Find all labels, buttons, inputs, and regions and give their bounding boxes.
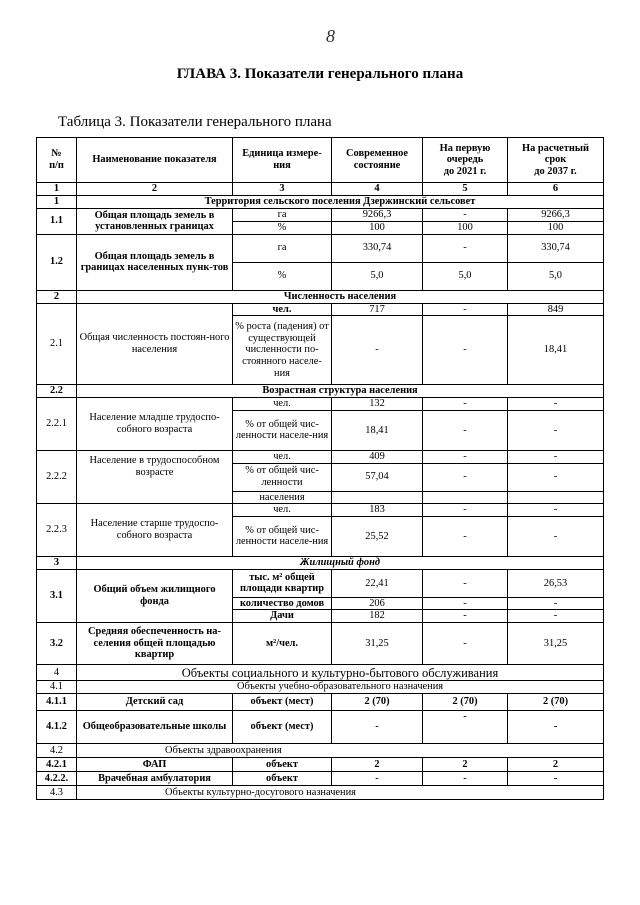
table-row [37, 758, 604, 772]
value-cell: 5,0 [332, 262, 423, 290]
value-cell: 57,04 [332, 463, 423, 491]
header-indicator-name: Наименование показателя [77, 138, 233, 183]
column-number: 6 [508, 183, 604, 196]
unit-cell: га [233, 234, 332, 262]
value-cell: 182 [332, 610, 423, 623]
value-cell: - [508, 398, 604, 411]
indicator-name: Общеобразовательные школы [77, 711, 233, 744]
value-cell [508, 491, 604, 504]
value-cell: 100 [508, 221, 604, 234]
section-title: Объекты социального и культурно-бытового обслуживания [77, 665, 604, 681]
section-number: 3 [37, 556, 77, 569]
unit-cell: количество домов [233, 597, 332, 610]
row-number: 2.1 [37, 303, 77, 385]
value-cell: - [508, 597, 604, 610]
indicator-name: Средняя обеспеченность на-селения общей площадью квартир [77, 623, 233, 665]
value-cell: 5,0 [508, 262, 604, 290]
section-title: Объекты культурно-досугового назначения [77, 786, 604, 800]
value-cell: - [423, 623, 508, 665]
unit-cell: % [233, 221, 332, 234]
value-cell: - [423, 504, 508, 517]
indicator-name: Общая площадь земель в установленных границах [77, 208, 233, 234]
value-cell: - [508, 610, 604, 623]
section-row [37, 744, 604, 758]
value-cell: 717 [332, 303, 423, 316]
table-row [37, 303, 604, 316]
unit-cell: чел. [233, 398, 332, 411]
header-unit: Единица измере- ния [233, 138, 332, 183]
value-cell: 849 [508, 303, 604, 316]
indicators-table [36, 137, 604, 800]
column-number: 2 [77, 183, 233, 196]
value-cell: 2 (70) [508, 694, 604, 711]
value-cell: 100 [332, 221, 423, 234]
value-cell: 330,74 [508, 234, 604, 262]
value-cell: 31,25 [332, 623, 423, 665]
column-number: 1 [37, 183, 77, 196]
value-cell: - [423, 410, 508, 450]
value-cell: - [508, 711, 604, 744]
value-cell: 100 [423, 221, 508, 234]
header-current-state: Современное состояние [332, 138, 423, 183]
value-cell: - [508, 504, 604, 517]
table-row [37, 711, 604, 744]
row-number: 1.1 [37, 208, 77, 234]
value-cell: 5,0 [423, 262, 508, 290]
value-cell: - [423, 597, 508, 610]
row-number: 4.1.2 [37, 711, 77, 744]
section-number: 4 [37, 665, 77, 681]
value-cell: - [423, 711, 508, 744]
section-title: Численность населения [77, 290, 604, 303]
unit-cell: объект (мест) [233, 711, 332, 744]
value-cell: 26,53 [508, 569, 604, 597]
value-cell: - [423, 303, 508, 316]
value-cell: 25,52 [332, 516, 423, 556]
value-cell: - [508, 463, 604, 491]
section-title: Объекты здравоохранения [77, 744, 604, 758]
header-first-stage: На первую очередь до 2021 г. [423, 138, 508, 183]
unit-cell: % от общей чис-ленности населе-ния [233, 410, 332, 450]
value-cell: - [423, 398, 508, 411]
section-title: Территория сельского поселения Дзержинский сельсовет [77, 195, 604, 208]
value-cell: - [423, 772, 508, 786]
section-number: 4.2 [37, 744, 77, 758]
table-header-row [37, 138, 604, 183]
table-caption: Таблица 3. Показатели генерального плана [58, 114, 332, 130]
unit-cell: чел. [233, 450, 332, 463]
value-cell: 9266,3 [508, 208, 604, 221]
value-cell: - [423, 316, 508, 385]
table-row [37, 450, 604, 463]
unit-cell: объект (мест) [233, 694, 332, 711]
value-cell: 18,41 [508, 316, 604, 385]
unit-cell: объект [233, 758, 332, 772]
value-cell: 2 [332, 758, 423, 772]
section-number: 2.2 [37, 385, 77, 398]
indicator-name: Врачебная амбулатория [77, 772, 233, 786]
value-cell: - [423, 610, 508, 623]
value-cell: 22,41 [332, 569, 423, 597]
section-row [37, 786, 604, 800]
indicator-name: Общая площадь земель в границах населенных пунк-тов [77, 234, 233, 290]
row-number: 2.2.2 [37, 450, 77, 503]
value-cell: 183 [332, 504, 423, 517]
value-cell [423, 491, 508, 504]
value-cell: - [423, 208, 508, 221]
value-cell: - [508, 516, 604, 556]
section-row [37, 681, 604, 694]
table-row [37, 694, 604, 711]
section-row [37, 385, 604, 398]
column-numbers-row [37, 183, 604, 196]
section-number: 4.3 [37, 786, 77, 800]
value-cell: - [508, 772, 604, 786]
unit-cell: объект [233, 772, 332, 786]
table-row [37, 569, 604, 597]
value-cell: - [332, 316, 423, 385]
value-cell: 206 [332, 597, 423, 610]
row-number: 3.1 [37, 569, 77, 622]
value-cell: - [332, 711, 423, 744]
section-number: 2 [37, 290, 77, 303]
table-row [37, 772, 604, 786]
row-number: 2.2.1 [37, 398, 77, 451]
section-number: 4.1 [37, 681, 77, 694]
value-cell: - [423, 463, 508, 491]
unit-cell: чел. [233, 504, 332, 517]
indicator-name: Население старше трудоспо-собного возраста [77, 504, 233, 557]
value-cell: 2 [423, 758, 508, 772]
unit-cell: тыс. м² общей площади квартир [233, 569, 332, 597]
table-row [37, 623, 604, 665]
header-estimated-term: На расчетный срок до 2037 г. [508, 138, 604, 183]
indicator-name: Население младше трудоспо-собного возраста [77, 398, 233, 451]
table-row [37, 398, 604, 411]
page-number: 8 [326, 26, 335, 46]
column-number: 3 [233, 183, 332, 196]
row-number: 4.1.1 [37, 694, 77, 711]
value-cell: - [423, 234, 508, 262]
value-cell: - [508, 410, 604, 450]
value-cell: - [423, 450, 508, 463]
section-row [37, 290, 604, 303]
unit-cell: чел. [233, 303, 332, 316]
value-cell: - [423, 516, 508, 556]
section-title: Возрастная структура населения [77, 385, 604, 398]
row-number: 2.2.3 [37, 504, 77, 557]
value-cell: 2 (70) [332, 694, 423, 711]
section-row [37, 665, 604, 681]
indicator-name: Общая численность постоян-ного населения [77, 303, 233, 385]
chapter-title: ГЛАВА 3. Показатели генерального плана [176, 66, 464, 82]
unit-cell: % роста (падения) от существующей численности по-стоянного населе-ния [233, 316, 332, 385]
row-number: 3.2 [37, 623, 77, 665]
unit-cell: Дачи [233, 610, 332, 623]
value-cell: 18,41 [332, 410, 423, 450]
unit-cell: % от общей чис-ленности [233, 463, 332, 491]
value-cell: 409 [332, 450, 423, 463]
value-cell: - [332, 772, 423, 786]
value-cell: 2 [508, 758, 604, 772]
value-cell: 31,25 [508, 623, 604, 665]
table-row [37, 504, 604, 517]
value-cell: 2 (70) [423, 694, 508, 711]
unit-cell: га [233, 208, 332, 221]
indicator-name: ФАП [77, 758, 233, 772]
column-number: 4 [332, 183, 423, 196]
value-cell: 9266,3 [332, 208, 423, 221]
unit-cell: % от общей чис-ленности населе-ния [233, 516, 332, 556]
value-cell: - [423, 569, 508, 597]
value-cell: 132 [332, 398, 423, 411]
section-row [37, 556, 604, 569]
column-number: 5 [423, 183, 508, 196]
section-title: Объекты учебно-образовательного назначения [77, 681, 604, 694]
value-cell [332, 491, 423, 504]
table-row [37, 234, 604, 262]
indicator-name: Общий объем жилищного фонда [77, 569, 233, 622]
unit-cell: населения [233, 491, 332, 504]
table-row [37, 208, 604, 221]
value-cell: - [508, 450, 604, 463]
section-number: 1 [37, 195, 77, 208]
header-number: № п/п [37, 138, 77, 183]
unit-cell: % [233, 262, 332, 290]
section-row [37, 195, 604, 208]
section-title: Жилищный фонд [77, 556, 604, 569]
row-number: 4.2.1 [37, 758, 77, 772]
row-number: 4.2.2. [37, 772, 77, 786]
indicator-name: Население в трудоспособном возрасте [77, 450, 233, 503]
unit-cell: м²/чел. [233, 623, 332, 665]
value-cell: 330,74 [332, 234, 423, 262]
indicator-name: Детский сад [77, 694, 233, 711]
row-number: 1.2 [37, 234, 77, 290]
